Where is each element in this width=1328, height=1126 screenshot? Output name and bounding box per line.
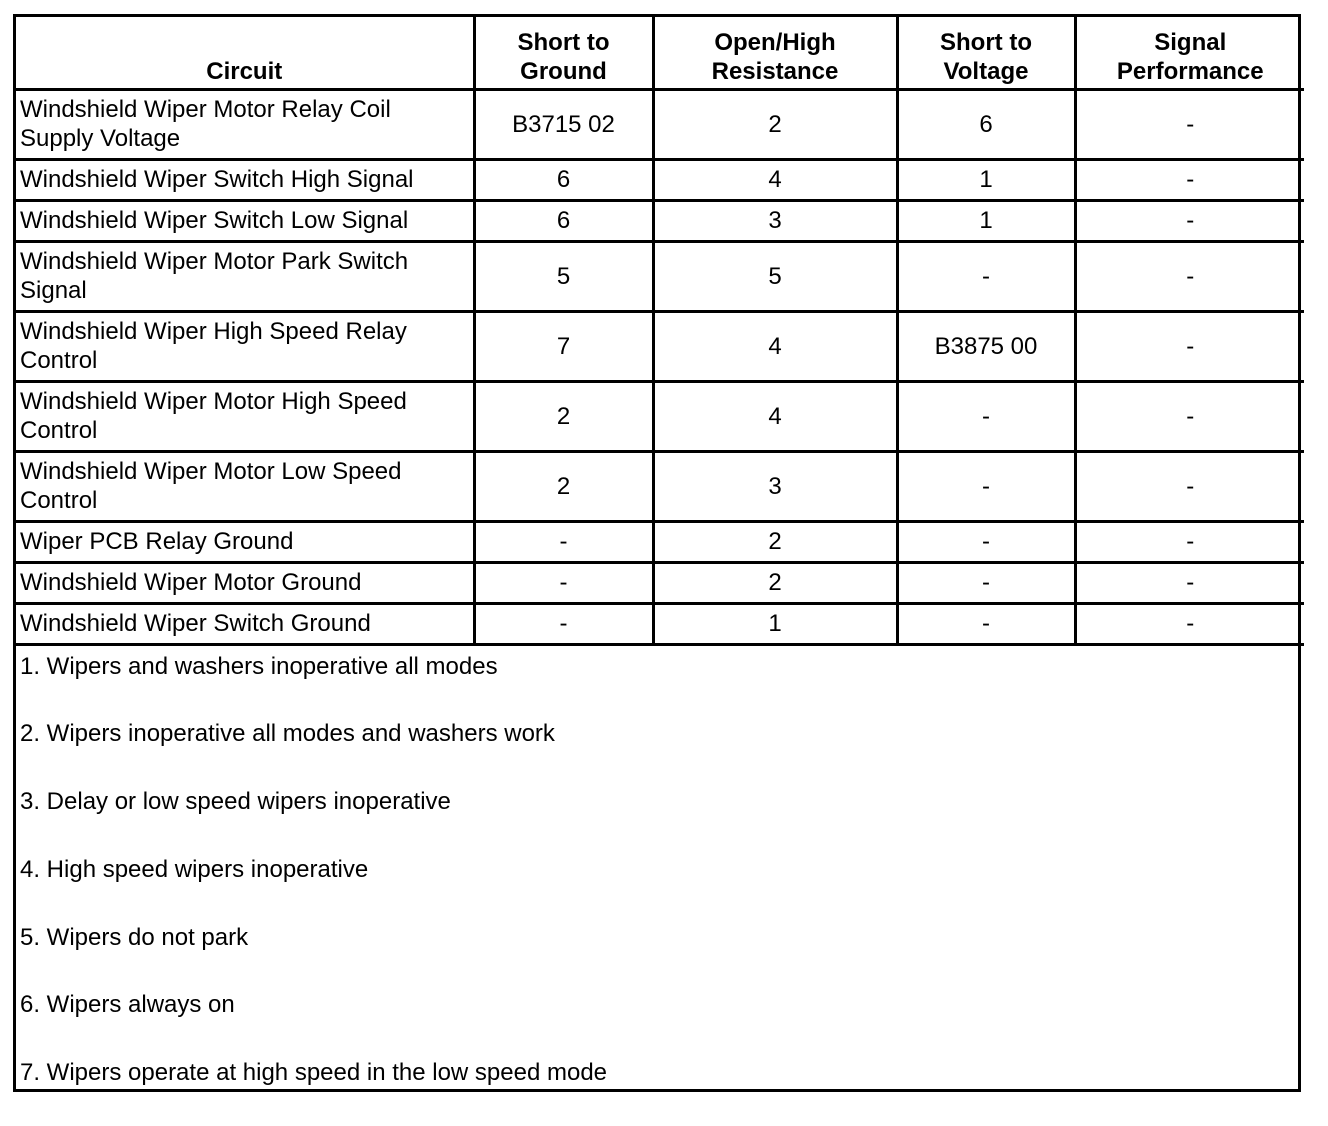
circuit-line: Windshield Wiper Switch Low Signal xyxy=(20,207,408,234)
table-row xyxy=(16,159,1304,200)
note-item: 6. Wipers always on xyxy=(20,990,1298,1058)
header-signal-performance xyxy=(1075,17,1304,89)
open-high-resistance-cell: 3 xyxy=(653,451,897,521)
header-line: Short to xyxy=(940,29,1032,56)
circuit-cell xyxy=(16,562,474,603)
header-line: Short to xyxy=(518,29,610,56)
table-row xyxy=(16,381,1304,451)
signal-performance-cell: - xyxy=(1075,200,1304,241)
circuit-line: Windshield Wiper Motor Park Switch xyxy=(20,248,408,275)
short-to-voltage-cell: 1 xyxy=(897,159,1075,200)
circuit-line: Control xyxy=(20,347,97,374)
header-line: Voltage xyxy=(944,58,1029,85)
open-high-resistance-cell: 4 xyxy=(653,159,897,200)
short-to-ground-cell: 2 xyxy=(474,451,653,521)
circuit-cell xyxy=(16,381,474,451)
diagnostic-table-sheet xyxy=(13,14,1301,1092)
short-to-voltage-cell: - xyxy=(897,451,1075,521)
short-to-voltage-cell: 1 xyxy=(897,200,1075,241)
circuit-line: Control xyxy=(20,487,97,514)
header-line: Signal xyxy=(1154,29,1226,56)
circuit-cell xyxy=(16,311,474,381)
table-row xyxy=(16,241,1304,311)
table-row xyxy=(16,311,1304,381)
open-high-resistance-cell: 4 xyxy=(653,381,897,451)
circuit-line: Windshield Wiper Motor Ground xyxy=(20,569,361,596)
table-row xyxy=(16,200,1304,241)
circuit-line: Windshield Wiper Switch Ground xyxy=(20,610,371,637)
circuit-cell xyxy=(16,521,474,562)
short-to-ground-cell: B3715 02 xyxy=(474,89,653,159)
circuit-cell xyxy=(16,241,474,311)
circuit-line: Windshield Wiper Switch High Signal xyxy=(20,166,414,193)
short-to-ground-cell: - xyxy=(474,562,653,603)
circuit-cell xyxy=(16,89,474,159)
table-row xyxy=(16,89,1304,159)
short-to-ground-cell: 2 xyxy=(474,381,653,451)
short-to-ground-cell: 5 xyxy=(474,241,653,311)
signal-performance-cell: - xyxy=(1075,311,1304,381)
open-high-resistance-cell: 2 xyxy=(653,89,897,159)
open-high-resistance-cell: 3 xyxy=(653,200,897,241)
signal-performance-cell: - xyxy=(1075,159,1304,200)
symptom-table xyxy=(16,17,1304,646)
circuit-cell xyxy=(16,159,474,200)
short-to-ground-cell: 6 xyxy=(474,200,653,241)
circuit-cell xyxy=(16,200,474,241)
open-high-resistance-cell: 5 xyxy=(653,241,897,311)
short-to-ground-cell: - xyxy=(474,521,653,562)
note-item: 7. Wipers operate at high speed in the low speed mode xyxy=(20,1058,1298,1126)
open-high-resistance-cell: 1 xyxy=(653,603,897,644)
short-to-ground-cell: 7 xyxy=(474,311,653,381)
header-short-to-ground xyxy=(474,17,653,89)
circuit-line: Windshield Wiper High Speed Relay xyxy=(20,318,407,345)
circuit-line: Supply Voltage xyxy=(20,125,180,152)
table-row xyxy=(16,451,1304,521)
short-to-voltage-cell: 6 xyxy=(897,89,1075,159)
circuit-line: Windshield Wiper Motor Low Speed xyxy=(20,458,402,485)
header-circuit-line-1: Circuit xyxy=(206,58,282,85)
signal-performance-cell: - xyxy=(1075,451,1304,521)
note-item: 5. Wipers do not park xyxy=(20,923,1298,991)
header-open-high-resistance xyxy=(653,17,897,89)
note-item: 2. Wipers inoperative all modes and washers work xyxy=(20,719,1298,787)
short-to-voltage-cell: - xyxy=(897,381,1075,451)
open-high-resistance-cell: 4 xyxy=(653,311,897,381)
circuit-line: Windshield Wiper Motor Relay Coil xyxy=(20,96,391,123)
short-to-voltage-cell: - xyxy=(897,562,1075,603)
header-circuit xyxy=(16,17,474,89)
circuit-line: Windshield Wiper Motor High Speed xyxy=(20,388,407,415)
symptom-notes xyxy=(16,646,1298,1126)
short-to-voltage-cell: - xyxy=(897,521,1075,562)
open-high-resistance-cell: 2 xyxy=(653,562,897,603)
signal-performance-cell: - xyxy=(1075,89,1304,159)
short-to-ground-cell: 6 xyxy=(474,159,653,200)
note-item: 4. High speed wipers inoperative xyxy=(20,855,1298,923)
circuit-cell xyxy=(16,603,474,644)
signal-performance-cell: - xyxy=(1075,241,1304,311)
header-row xyxy=(16,17,1304,89)
short-to-ground-cell: - xyxy=(474,603,653,644)
signal-performance-cell: - xyxy=(1075,521,1304,562)
header-line: Open/High xyxy=(714,29,835,56)
note-item: 3. Delay or low speed wipers inoperative xyxy=(20,787,1298,855)
short-to-voltage-cell: B3875 00 xyxy=(897,311,1075,381)
header-line: Resistance xyxy=(712,58,839,85)
note-item: 1. Wipers and washers inoperative all modes xyxy=(20,652,1298,720)
table-row xyxy=(16,603,1304,644)
header-short-to-voltage xyxy=(897,17,1075,89)
signal-performance-cell: - xyxy=(1075,562,1304,603)
circuit-line: Signal xyxy=(20,277,87,304)
header-line: Performance xyxy=(1117,58,1264,85)
signal-performance-cell: - xyxy=(1075,603,1304,644)
circuit-line: Control xyxy=(20,417,97,444)
table-row xyxy=(16,562,1304,603)
circuit-line: Wiper PCB Relay Ground xyxy=(20,528,293,555)
open-high-resistance-cell: 2 xyxy=(653,521,897,562)
header-line: Ground xyxy=(520,58,607,85)
short-to-voltage-cell: - xyxy=(897,603,1075,644)
signal-performance-cell: - xyxy=(1075,381,1304,451)
circuit-cell xyxy=(16,451,474,521)
short-to-voltage-cell: - xyxy=(897,241,1075,311)
table-row xyxy=(16,521,1304,562)
